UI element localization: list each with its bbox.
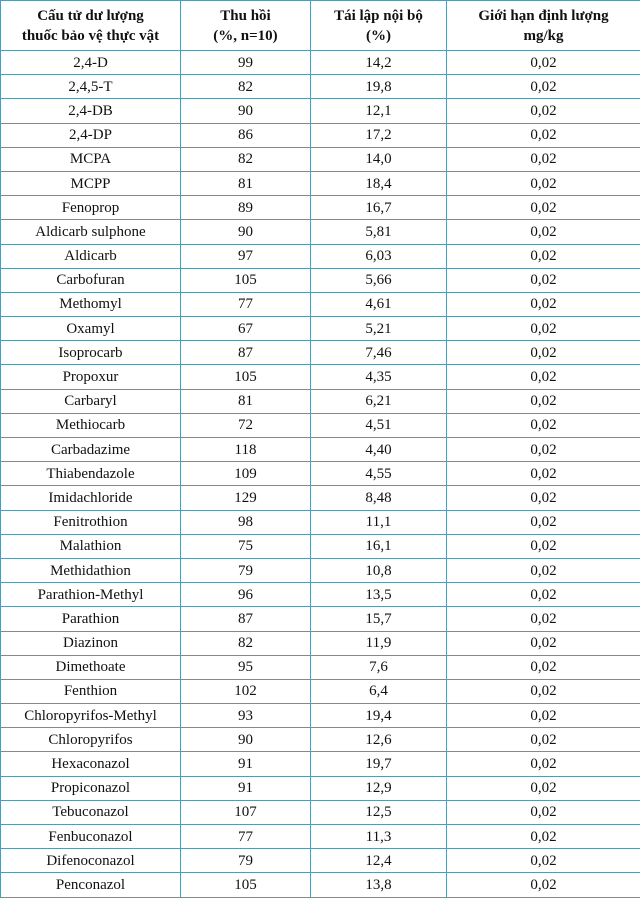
cell-recovery: 77: [181, 292, 311, 316]
header-quantification-limit-line2: mg/kg: [523, 27, 564, 44]
cell-reproducibility: 4,51: [311, 413, 447, 437]
cell-reproducibility: 11,3: [311, 825, 447, 849]
header-quantification-limit-line1: Giới hạn định lượng: [478, 7, 609, 24]
cell-quantification-limit: 0,02: [447, 704, 640, 728]
cell-residue-name: Fenbuconazol: [1, 825, 181, 849]
cell-recovery: 89: [181, 196, 311, 220]
table-row: [1, 147, 640, 171]
table-row: [1, 776, 640, 800]
table-row: [1, 631, 640, 655]
table-row: [1, 268, 640, 292]
table-row: [1, 655, 640, 679]
cell-quantification-limit: 0,02: [447, 341, 640, 365]
cell-reproducibility: 10,8: [311, 558, 447, 582]
table-row: [1, 389, 640, 413]
cell-recovery: 97: [181, 244, 311, 268]
cell-quantification-limit: 0,02: [447, 679, 640, 703]
table-row: [1, 534, 640, 558]
cell-reproducibility: 14,2: [311, 51, 447, 75]
cell-recovery: 81: [181, 171, 311, 195]
cell-quantification-limit: 0,02: [447, 728, 640, 752]
cell-recovery: 87: [181, 607, 311, 631]
cell-recovery: 107: [181, 800, 311, 824]
cell-recovery: 77: [181, 825, 311, 849]
cell-residue-name: Penconazol: [1, 873, 181, 897]
cell-residue-name: 2,4,5-T: [1, 75, 181, 99]
table-row: [1, 413, 640, 437]
cell-quantification-limit: 0,02: [447, 776, 640, 800]
table-row: [1, 558, 640, 582]
table-row: [1, 244, 640, 268]
cell-residue-name: Carbaryl: [1, 389, 181, 413]
cell-quantification-limit: 0,02: [447, 510, 640, 534]
cell-reproducibility: 5,81: [311, 220, 447, 244]
cell-quantification-limit: 0,02: [447, 220, 640, 244]
table-row: [1, 607, 640, 631]
cell-quantification-limit: 0,02: [447, 244, 640, 268]
cell-reproducibility: 12,4: [311, 849, 447, 873]
table-row: [1, 510, 640, 534]
cell-quantification-limit: 0,02: [447, 438, 640, 462]
table-row: [1, 462, 640, 486]
cell-quantification-limit: 0,02: [447, 99, 640, 123]
cell-recovery: 105: [181, 268, 311, 292]
cell-recovery: 67: [181, 317, 311, 341]
cell-residue-name: Methidathion: [1, 558, 181, 582]
cell-recovery: 99: [181, 51, 311, 75]
cell-quantification-limit: 0,02: [447, 317, 640, 341]
table-row: [1, 99, 640, 123]
cell-recovery: 129: [181, 486, 311, 510]
cell-reproducibility: 7,6: [311, 655, 447, 679]
cell-residue-name: Tebuconazol: [1, 800, 181, 824]
cell-quantification-limit: 0,02: [447, 51, 640, 75]
cell-reproducibility: 19,8: [311, 75, 447, 99]
cell-quantification-limit: 0,02: [447, 75, 640, 99]
cell-quantification-limit: 0,02: [447, 147, 640, 171]
cell-recovery: 91: [181, 752, 311, 776]
cell-reproducibility: 12,1: [311, 99, 447, 123]
cell-reproducibility: 13,8: [311, 873, 447, 897]
table-row: [1, 486, 640, 510]
cell-quantification-limit: 0,02: [447, 752, 640, 776]
table-row: [1, 171, 640, 195]
cell-reproducibility: 11,1: [311, 510, 447, 534]
table-row: [1, 873, 640, 897]
cell-recovery: 118: [181, 438, 311, 462]
cell-residue-name: Thiabendazole: [1, 462, 181, 486]
cell-reproducibility: 18,4: [311, 171, 447, 195]
header-row: [1, 1, 640, 51]
table-row: [1, 800, 640, 824]
table-row: [1, 196, 640, 220]
cell-residue-name: Malathion: [1, 534, 181, 558]
header-residue-component-line2: thuốc bảo vệ thực vật: [21, 27, 160, 44]
table-row: [1, 583, 640, 607]
cell-recovery: 90: [181, 220, 311, 244]
cell-residue-name: 2,4-DP: [1, 123, 181, 147]
cell-reproducibility: 16,1: [311, 534, 447, 558]
cell-residue-name: Carbadazime: [1, 438, 181, 462]
cell-residue-name: 2,4-D: [1, 51, 181, 75]
header-reproducibility: [311, 1, 447, 51]
cell-quantification-limit: 0,02: [447, 292, 640, 316]
cell-residue-name: Parathion: [1, 607, 181, 631]
cell-residue-name: Fenitrothion: [1, 510, 181, 534]
cell-recovery: 75: [181, 534, 311, 558]
table-row: [1, 51, 640, 75]
table-row: [1, 728, 640, 752]
cell-reproducibility: 19,7: [311, 752, 447, 776]
cell-residue-name: MCPA: [1, 147, 181, 171]
cell-reproducibility: 19,4: [311, 704, 447, 728]
cell-recovery: 93: [181, 704, 311, 728]
cell-residue-name: Carbofuran: [1, 268, 181, 292]
cell-quantification-limit: 0,02: [447, 800, 640, 824]
table-row: [1, 317, 640, 341]
cell-recovery: 95: [181, 655, 311, 679]
cell-recovery: 90: [181, 728, 311, 752]
cell-residue-name: Methomyl: [1, 292, 181, 316]
cell-quantification-limit: 0,02: [447, 534, 640, 558]
cell-reproducibility: 12,9: [311, 776, 447, 800]
cell-reproducibility: 16,7: [311, 196, 447, 220]
cell-reproducibility: 4,40: [311, 438, 447, 462]
cell-quantification-limit: 0,02: [447, 196, 640, 220]
cell-reproducibility: 17,2: [311, 123, 447, 147]
header-recovery: [181, 1, 311, 51]
header-residue-component: [1, 1, 181, 51]
cell-reproducibility: 12,5: [311, 800, 447, 824]
cell-reproducibility: 4,35: [311, 365, 447, 389]
cell-residue-name: Hexaconazol: [1, 752, 181, 776]
cell-reproducibility: 14,0: [311, 147, 447, 171]
header-recovery-line2: (%, n=10): [213, 27, 278, 44]
cell-quantification-limit: 0,02: [447, 462, 640, 486]
cell-recovery: 79: [181, 849, 311, 873]
cell-reproducibility: 5,21: [311, 317, 447, 341]
cell-residue-name: Methiocarb: [1, 413, 181, 437]
header-reproducibility-line1: Tái lập nội bộ: [334, 7, 423, 24]
header-quantification-limit: [447, 1, 640, 51]
cell-quantification-limit: 0,02: [447, 655, 640, 679]
table-row: [1, 365, 640, 389]
cell-residue-name: Oxamyl: [1, 317, 181, 341]
cell-recovery: 102: [181, 679, 311, 703]
cell-recovery: 82: [181, 75, 311, 99]
cell-residue-name: Isoprocarb: [1, 341, 181, 365]
cell-recovery: 79: [181, 558, 311, 582]
cell-recovery: 90: [181, 99, 311, 123]
cell-residue-name: Propoxur: [1, 365, 181, 389]
cell-quantification-limit: 0,02: [447, 825, 640, 849]
table-row: [1, 341, 640, 365]
table-header: [1, 1, 640, 51]
cell-recovery: 81: [181, 389, 311, 413]
table-body: [1, 51, 640, 898]
table-row: [1, 220, 640, 244]
cell-quantification-limit: 0,02: [447, 607, 640, 631]
cell-residue-name: Aldicarb sulphone: [1, 220, 181, 244]
table-row: [1, 75, 640, 99]
header-recovery-line1: Thu hồi: [220, 7, 271, 24]
cell-recovery: 86: [181, 123, 311, 147]
cell-reproducibility: 6,03: [311, 244, 447, 268]
cell-quantification-limit: 0,02: [447, 631, 640, 655]
table-row: [1, 825, 640, 849]
cell-quantification-limit: 0,02: [447, 558, 640, 582]
cell-recovery: 98: [181, 510, 311, 534]
table-row: [1, 849, 640, 873]
cell-reproducibility: 6,4: [311, 679, 447, 703]
cell-residue-name: Aldicarb: [1, 244, 181, 268]
table-row: [1, 292, 640, 316]
cell-reproducibility: 7,46: [311, 341, 447, 365]
cell-quantification-limit: 0,02: [447, 171, 640, 195]
cell-residue-name: 2,4-DB: [1, 99, 181, 123]
cell-reproducibility: 12,6: [311, 728, 447, 752]
cell-recovery: 96: [181, 583, 311, 607]
cell-reproducibility: 4,61: [311, 292, 447, 316]
cell-reproducibility: 5,66: [311, 268, 447, 292]
cell-quantification-limit: 0,02: [447, 873, 640, 897]
cell-reproducibility: 4,55: [311, 462, 447, 486]
cell-residue-name: Imidachloride: [1, 486, 181, 510]
table-row: [1, 704, 640, 728]
table-row: [1, 123, 640, 147]
cell-residue-name: Fenthion: [1, 679, 181, 703]
cell-quantification-limit: 0,02: [447, 365, 640, 389]
cell-recovery: 87: [181, 341, 311, 365]
cell-reproducibility: 11,9: [311, 631, 447, 655]
cell-reproducibility: 13,5: [311, 583, 447, 607]
cell-residue-name: Chloropyrifos: [1, 728, 181, 752]
cell-residue-name: Parathion-Methyl: [1, 583, 181, 607]
cell-quantification-limit: 0,02: [447, 389, 640, 413]
table-row: [1, 752, 640, 776]
cell-recovery: 105: [181, 365, 311, 389]
cell-reproducibility: 15,7: [311, 607, 447, 631]
cell-residue-name: Chloropyrifos-Methyl: [1, 704, 181, 728]
cell-quantification-limit: 0,02: [447, 123, 640, 147]
cell-residue-name: Fenoprop: [1, 196, 181, 220]
cell-quantification-limit: 0,02: [447, 268, 640, 292]
cell-recovery: 91: [181, 776, 311, 800]
cell-quantification-limit: 0,02: [447, 486, 640, 510]
cell-residue-name: Diazinon: [1, 631, 181, 655]
cell-recovery: 82: [181, 147, 311, 171]
table-row: [1, 679, 640, 703]
cell-quantification-limit: 0,02: [447, 849, 640, 873]
cell-recovery: 105: [181, 873, 311, 897]
cell-recovery: 82: [181, 631, 311, 655]
cell-quantification-limit: 0,02: [447, 413, 640, 437]
cell-residue-name: MCPP: [1, 171, 181, 195]
cell-recovery: 72: [181, 413, 311, 437]
header-reproducibility-line2: (%): [366, 27, 391, 44]
cell-residue-name: Difenoconazol: [1, 849, 181, 873]
header-residue-component-line1: Cấu tử dư lượng: [37, 7, 144, 24]
cell-reproducibility: 8,48: [311, 486, 447, 510]
cell-recovery: 109: [181, 462, 311, 486]
cell-reproducibility: 6,21: [311, 389, 447, 413]
cell-residue-name: Dimethoate: [1, 655, 181, 679]
cell-quantification-limit: 0,02: [447, 583, 640, 607]
cell-residue-name: Propiconazol: [1, 776, 181, 800]
table-row: [1, 438, 640, 462]
